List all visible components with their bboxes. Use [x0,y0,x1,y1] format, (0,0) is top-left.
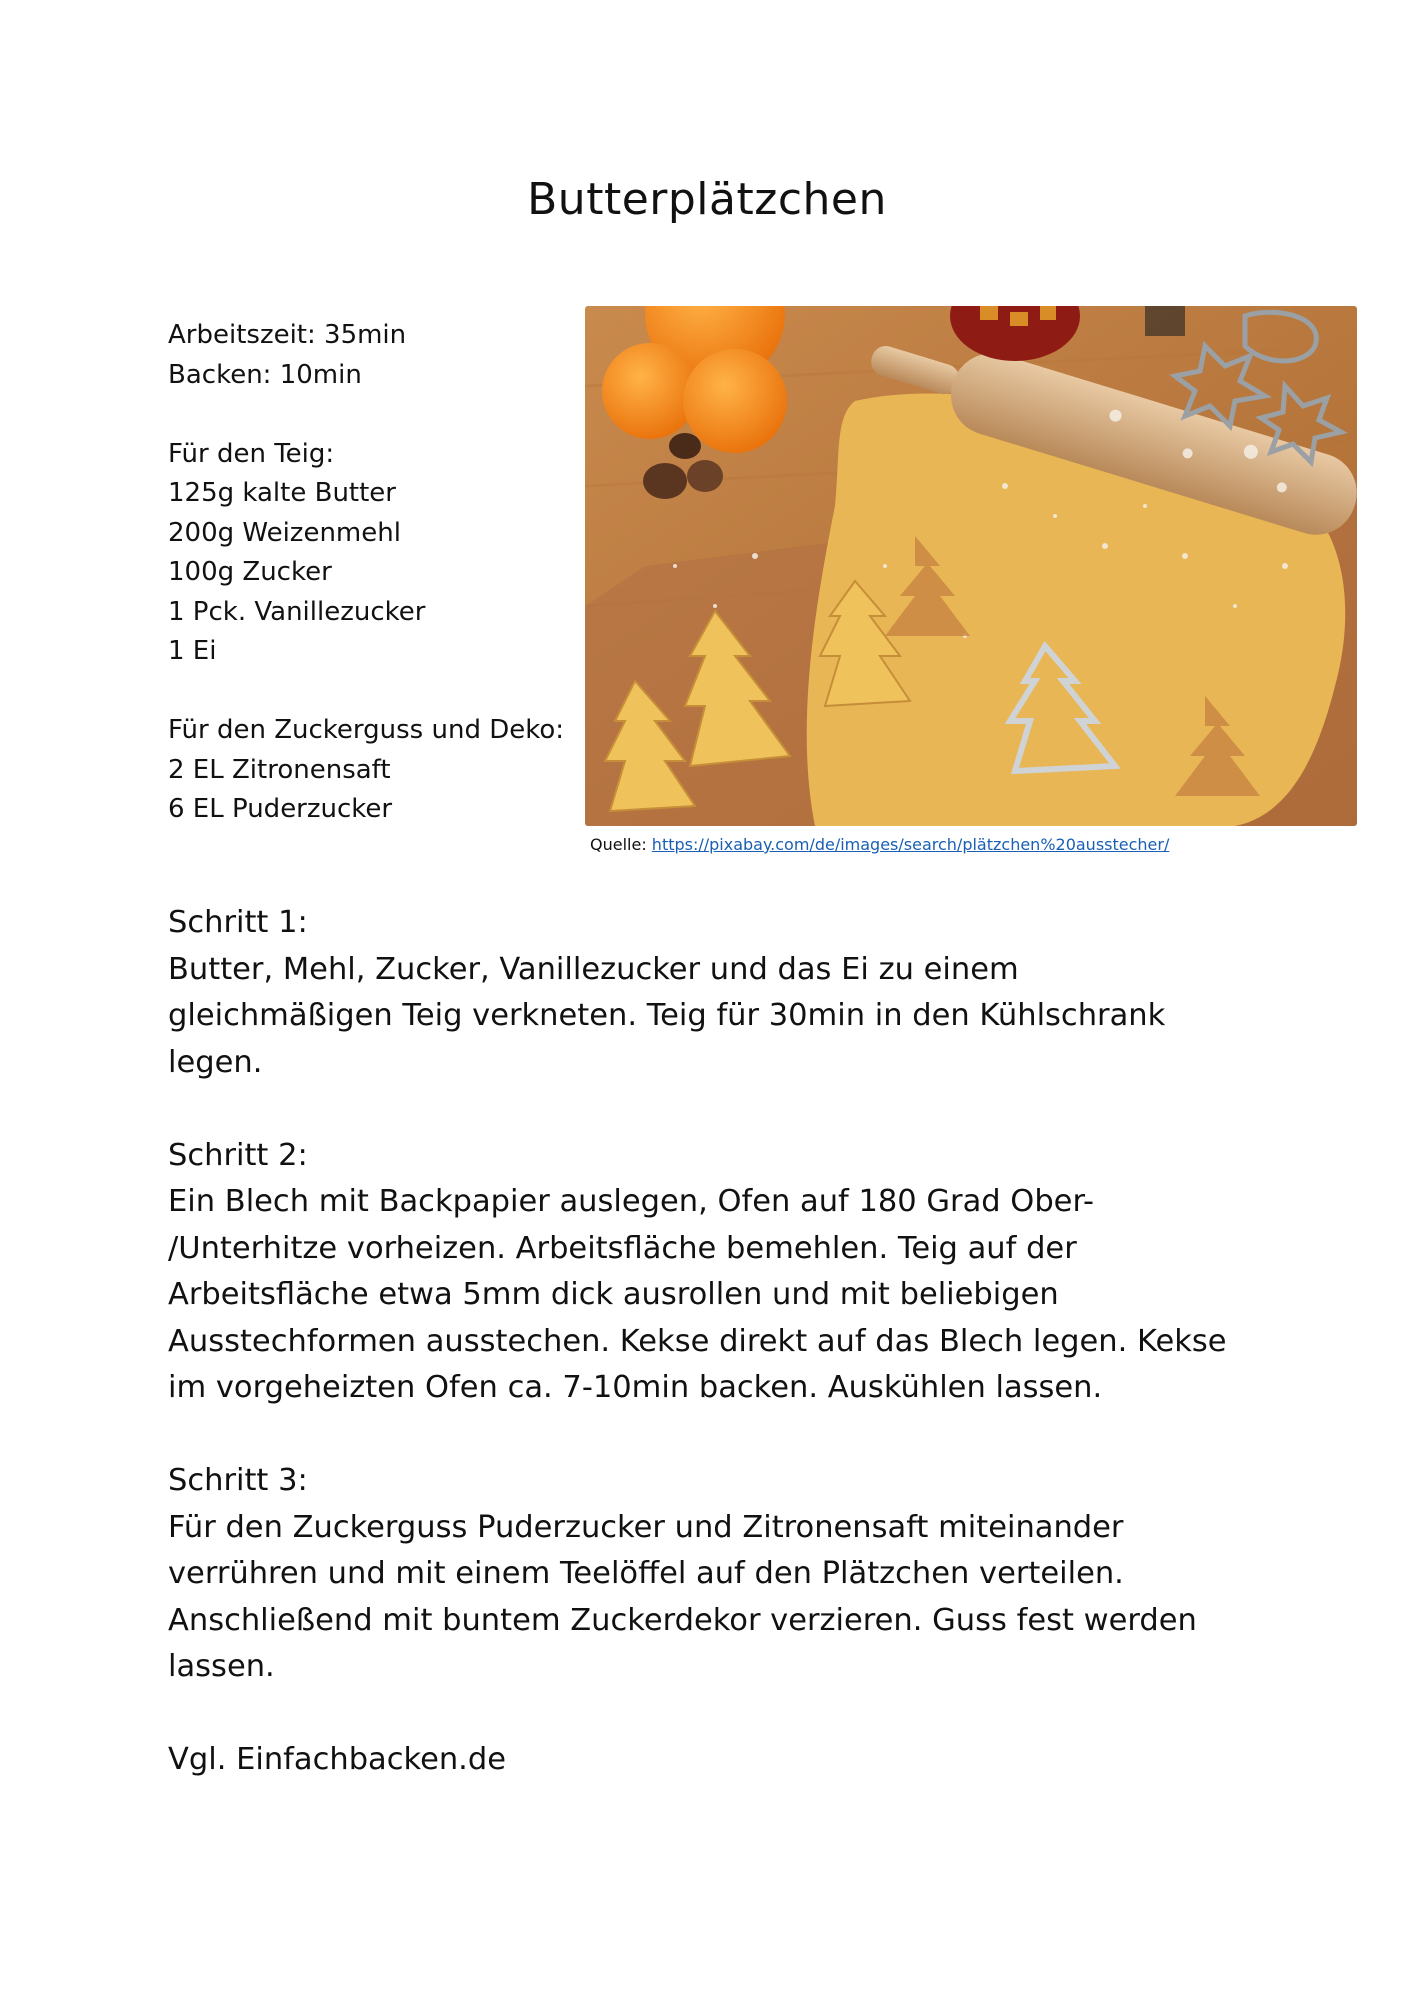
step-line: im vorgeheizten Ofen ca. 7-10min backen. Auskühlen lassen. [168,1370,1103,1405]
step-line: Ein Blech mit Backpapier auslegen, Ofen auf 180 Grad Ober- [168,1184,1095,1219]
ingredient: 1 Ei [168,636,217,666]
recipe-info [168,316,588,830]
instructions [168,900,1288,1784]
step-line: Butter, Mehl, Zucker, Vanillezucker und das Ei zu einem [168,951,1019,987]
step-1 [168,900,1288,1086]
step-3 [168,1458,1288,1691]
ingredient: 200g Weizenmehl [168,517,401,548]
ingredient: 6 EL Puderzucker [168,794,393,824]
step-line: lassen. [168,1649,275,1684]
dough-heading: Für den Teig: [168,438,335,469]
ingredient: 100g Zucker [168,557,332,587]
step-line: Ausstechformen ausstechen. Kekse direkt auf das Blech legen. Kekse [168,1323,1227,1359]
step-line: verrühren und mit einem Teelöffel auf den Plätzchen verteilen. [168,1556,1124,1591]
work-time: Arbeitszeit: 35min [168,320,407,350]
step-line: Arbeitsfläche etwa 5mm dick ausrollen und mit beliebigen [168,1277,1059,1312]
reference: Vgl. Einfachbacken.de [168,1742,507,1777]
step-heading: Schritt 2: [168,1137,308,1173]
ingredient: 125g kalte Butter [168,478,396,508]
source-label: Quelle: [590,835,652,854]
step-heading: Schritt 1: [168,905,308,940]
source-link[interactable]: https://pixabay.com/de/images/search/plätzchen%20ausstecher/ [651,835,1170,854]
step-2 [168,1133,1288,1412]
icing-heading: Für den Zuckerguss und Deko: [168,715,565,745]
step-line: /Unterhitze vorheizen. Arbeitsfläche bemehlen. Teig auf der [168,1230,1077,1266]
ingredient: 1 Pck. Vanillezucker [168,596,426,627]
bake-time: Backen: 10min [168,359,362,390]
ingredient: 2 EL Zitronensaft [168,754,391,785]
step-line: Für den Zuckerguss Puderzucker und Zitronensaft miteinander [168,1509,1124,1545]
image-source [590,835,1169,855]
page-title: Butterplätzchen [527,174,887,225]
step-line: Anschließend mit buntem Zuckerdekor verzieren. Guss fest werden [168,1602,1197,1638]
step-line: legen. [168,1044,263,1080]
step-heading: Schritt 3: [168,1463,308,1498]
step-line: gleichmäßigen Teig verkneten. Teig für 30min in den Kühlschrank [168,998,1166,1033]
cookie-dough-photo [585,306,1357,826]
